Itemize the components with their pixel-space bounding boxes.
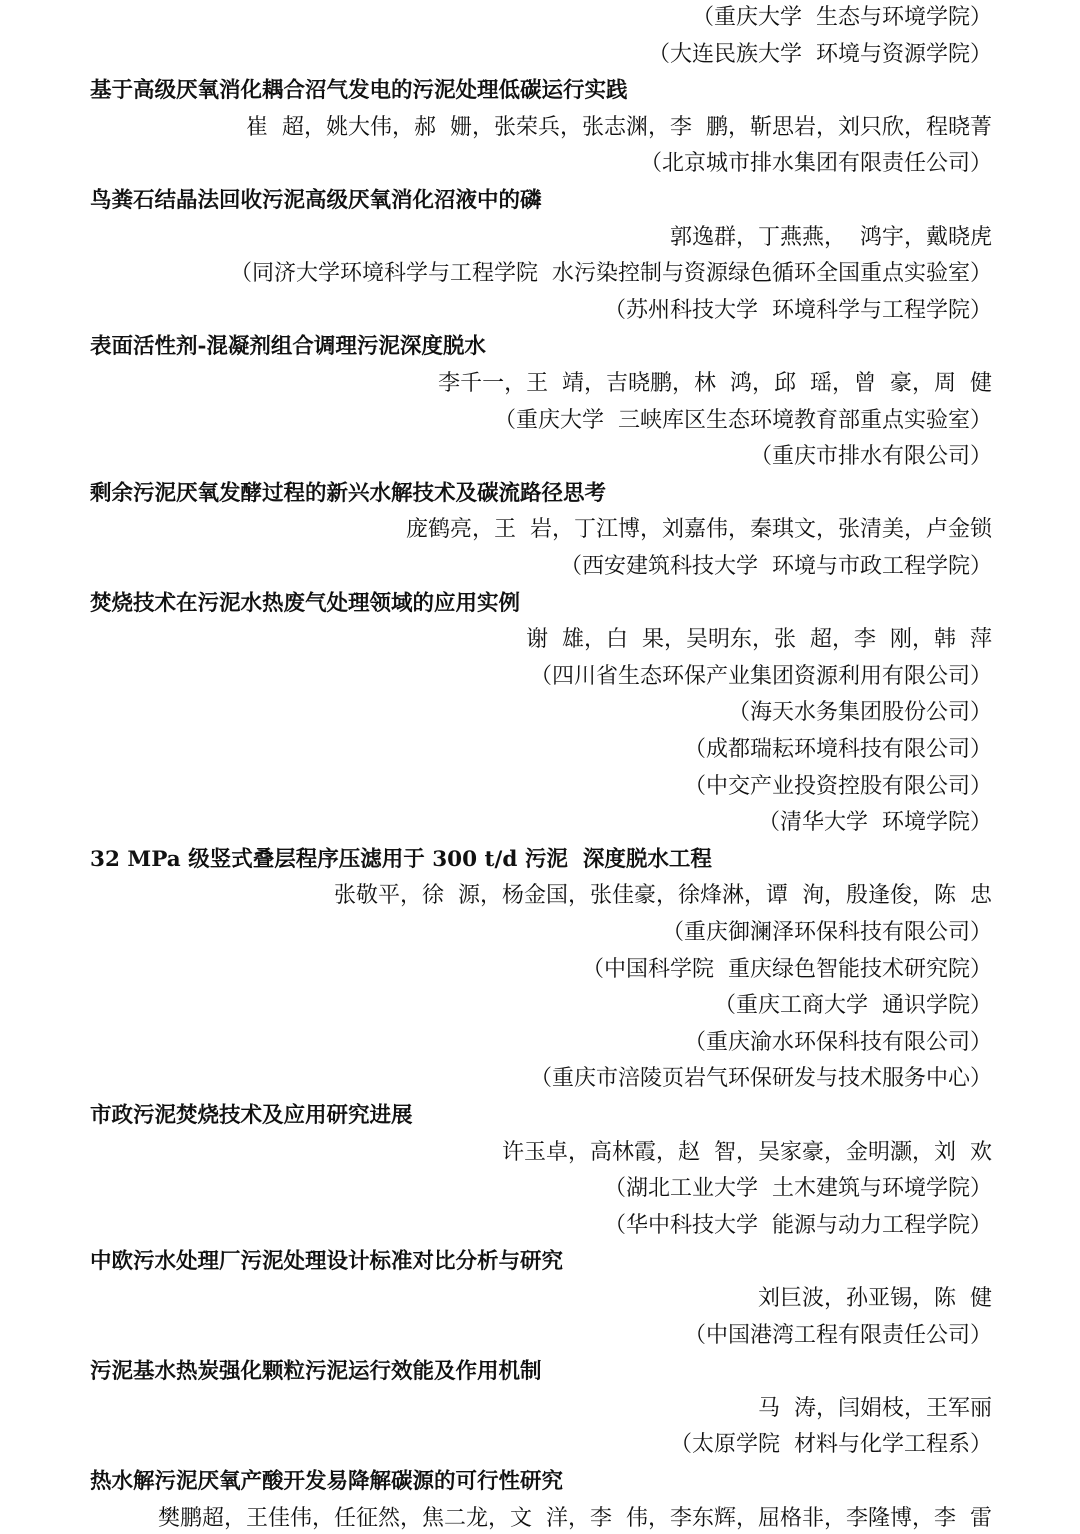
paper-affiliation: （中国科学院 重庆绿色智能技术研究院） <box>582 956 992 982</box>
paper-affiliation: （重庆市排水有限公司） <box>749 444 992 470</box>
paper-authors: 樊鹏超，王佳伟，任征然，焦二龙，文 洋，李 伟，李东辉，屈格非，李隆博，李 雷 <box>158 1505 992 1531</box>
paper-affiliation: （大连民族大学 环境与资源学院） <box>648 41 992 67</box>
paper-title: 表面活性剂-混凝剂组合调理污泥深度脱水 <box>90 334 486 360</box>
paper-authors: 谢 雄，白 果，吴明东，张 超，李 刚，韩 萍 <box>526 627 992 653</box>
paper-title: 污泥基水热炭强化颗粒污泥运行效能及作用机制 <box>90 1359 542 1385</box>
paper-authors: 张敬平，徐 源，杨金国，张佳豪，徐烽淋，谭 洵，殷逢俊，陈 忠 <box>334 883 992 909</box>
paper-affiliation: （中国港湾工程有限责任公司） <box>683 1322 992 1348</box>
paper-title: 市政污泥焚烧技术及应用研究进展 <box>90 1103 413 1128</box>
paper-affiliation: （北京城市排水集团有限责任公司） <box>639 151 992 177</box>
paper-affiliation: （成都瑞耘环境科技有限公司） <box>683 737 992 762</box>
paper-affiliation: （四川省生态环保产业集团资源利用有限公司） <box>529 663 992 689</box>
paper-affiliation: （重庆大学 三峡库区生态环境教育部重点实验室） <box>494 407 992 433</box>
paper-title: 焚烧技术在污泥水热废气处理领域的应用实例 <box>90 590 521 616</box>
paper-title: 鸟粪石结晶法回收污泥高级厌氧消化沼液中的磷 <box>90 188 542 213</box>
paper-affiliation: （海天水务集团股份公司） <box>727 700 992 726</box>
paper-affiliation: （清华大学 环境学院） <box>758 810 992 836</box>
paper-title: 32 MPa 级竖式叠层程序压滤用于 300 t/d 污泥 深度脱水工程 <box>90 846 712 872</box>
paper-title: 热水解污泥厌氧产酸开发易降解碳源的可行性研究 <box>90 1469 564 1494</box>
paper-authors: 李千一，王 靖，吉晓鹏，林 鸿，邱 瑶，曾 豪，周 健 <box>438 371 992 396</box>
paper-affiliation: （西安建筑科技大学 环境与市政工程学院） <box>560 554 992 579</box>
paper-authors: 庞鹤亮，王 岩，丁江博，刘嘉伟，秦琪文，张清美，卢金锁 <box>406 517 992 543</box>
paper-affiliation: （中交产业投资控股有限公司） <box>683 773 992 799</box>
paper-affiliation: （重庆渝水环保科技有限公司） <box>683 1029 992 1055</box>
paper-affiliation: （苏州科技大学 环境科学与工程学院） <box>604 297 992 323</box>
paper-affiliation: （太原学院 材料与化学工程系） <box>670 1432 992 1458</box>
paper-title: 中欧污水处理厂污泥处理设计标准对比分析与研究 <box>90 1249 564 1275</box>
paper-affiliation: （重庆工商大学 通识学院） <box>714 993 992 1019</box>
paper-affiliation: （同济大学环境科学与工程学院 水污染控制与资源绿色循环全国重点实验室） <box>230 261 992 287</box>
paper-authors: 郭逸群，丁燕燕， 鸿宇，戴晓虎 <box>670 224 992 250</box>
paper-authors: 崔 超，姚大伟，郝 姗，张荣兵，张志渊，李 鹏，靳思岩，刘只欣，程晓菁 <box>246 114 992 140</box>
paper-authors: 刘巨波，孙亚锡，陈 健 <box>758 1286 992 1311</box>
paper-affiliation: （重庆大学 生态与环境学院） <box>692 5 992 30</box>
paper-affiliation: （重庆市涪陵页岩气环保研发与技术服务中心） <box>529 1066 992 1092</box>
paper-affiliation: （华中科技大学 能源与动力工程学院） <box>604 1212 992 1238</box>
paper-authors: 马 涛，闫娟枝，王军丽 <box>758 1395 992 1421</box>
paper-title: 剩余污泥厌氧发酵过程的新兴水解技术及碳流路径思考 <box>90 480 607 506</box>
paper-affiliation: （湖北工业大学 土木建筑与环境学院） <box>604 1176 992 1202</box>
paper-authors: 许玉卓，高林霞，赵 智，吴家豪，金明灏，刘 欢 <box>502 1139 992 1165</box>
paper-title: 基于高级厌氧消化耦合沼气发电的污泥处理低碳运行实践 <box>90 78 628 104</box>
paper-affiliation: （重庆御澜泽环保科技有限公司） <box>661 920 992 945</box>
